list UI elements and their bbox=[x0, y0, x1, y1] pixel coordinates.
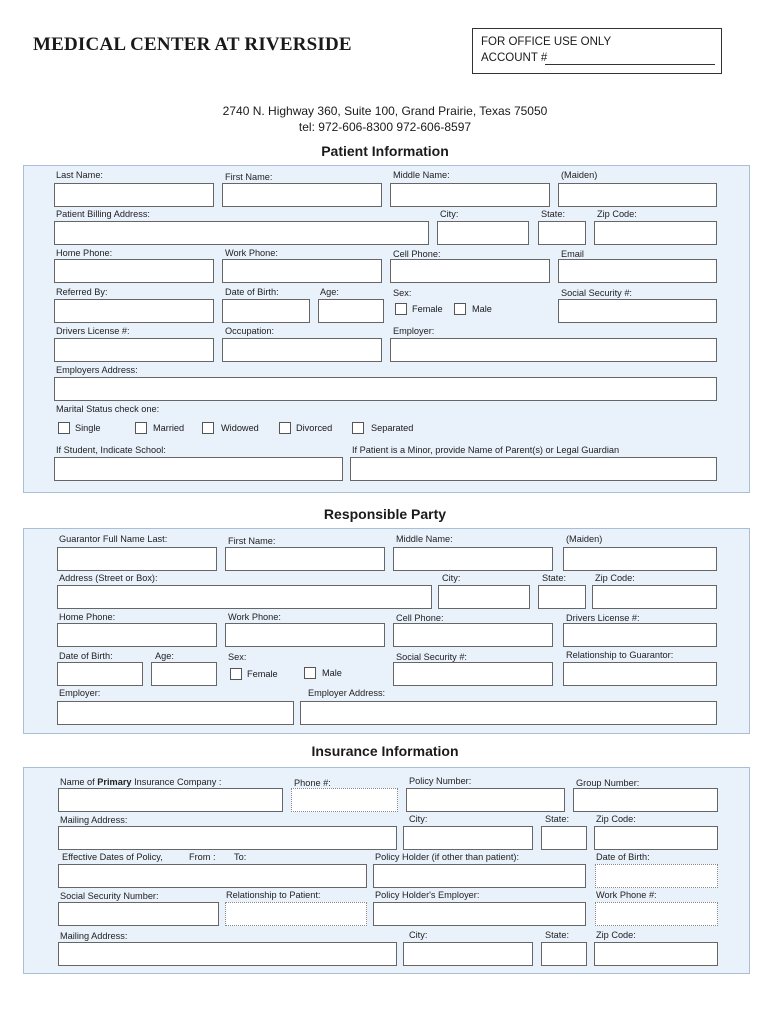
marital-divorced-label: Divorced bbox=[296, 423, 333, 433]
ins-relationship-label: Relationship to Patient: bbox=[226, 890, 321, 900]
ins-zip-field[interactable] bbox=[594, 826, 718, 850]
rp-ssn-field[interactable] bbox=[393, 662, 553, 686]
first-name-field[interactable] bbox=[222, 183, 382, 207]
maiden-label: (Maiden) bbox=[561, 170, 598, 180]
ins-mailing-address2-field[interactable] bbox=[58, 942, 397, 966]
employer-field[interactable] bbox=[390, 338, 717, 362]
rp-drivers-license-label: Drivers License #: bbox=[566, 613, 640, 623]
clinic-address: 2740 N. Highway 360, Suite 100, Grand Prairie, Texas 75050 bbox=[222, 104, 548, 118]
rp-middle-name-field[interactable] bbox=[393, 547, 553, 571]
insurance-section-title: Insurance Information bbox=[311, 743, 459, 759]
name-of-text: Name of bbox=[60, 777, 95, 787]
ins-state-field[interactable] bbox=[541, 826, 587, 850]
ins-phone-field[interactable] bbox=[291, 788, 398, 812]
middle-name-field[interactable] bbox=[390, 183, 550, 207]
rp-drivers-license-field[interactable] bbox=[563, 623, 717, 647]
sex-male-checkbox[interactable] bbox=[454, 303, 466, 315]
account-label: ACCOUNT # bbox=[481, 52, 548, 64]
policy-number-field[interactable] bbox=[406, 788, 565, 812]
effective-from-label: From : bbox=[189, 852, 216, 862]
rp-work-phone-label: Work Phone: bbox=[228, 612, 281, 622]
rp-dob-label: Date of Birth: bbox=[59, 651, 113, 661]
rp-age-label: Age: bbox=[155, 651, 174, 661]
marital-single-label: Single bbox=[75, 423, 101, 433]
rp-sex-female-label: Female bbox=[247, 669, 278, 679]
rp-employer-label: Employer: bbox=[59, 688, 101, 698]
ins-dob-label: Date of Birth: bbox=[596, 852, 650, 862]
holder-employer-label: Policy Holder's Employer: bbox=[375, 890, 480, 900]
guarantor-last-label: Guarantor Full Name Last: bbox=[59, 534, 168, 544]
rp-first-name-label: First Name: bbox=[228, 536, 276, 546]
sex-female-label: Female bbox=[412, 304, 443, 314]
rp-address-label: Address (Street or Box): bbox=[59, 573, 158, 583]
primary-insurance-label bbox=[60, 777, 221, 788]
responsible-section-title: Responsible Party bbox=[323, 506, 447, 522]
employers-address-field[interactable] bbox=[54, 377, 717, 401]
rp-relationship-label: Relationship to Guarantor: bbox=[566, 650, 674, 660]
ins-state-label: State: bbox=[545, 814, 570, 824]
guarantor-last-field[interactable] bbox=[57, 547, 217, 571]
rp-work-phone-field[interactable] bbox=[225, 623, 385, 647]
rp-age-field[interactable] bbox=[151, 662, 217, 686]
ins-city2-label: City: bbox=[409, 930, 428, 940]
marital-separated-checkbox[interactable] bbox=[352, 422, 364, 434]
marital-single-checkbox[interactable] bbox=[58, 422, 70, 434]
ssn-field[interactable] bbox=[558, 299, 717, 323]
group-number-label: Group Number: bbox=[576, 778, 640, 788]
rp-sex-female-checkbox[interactable] bbox=[230, 668, 242, 680]
employer-label: Employer: bbox=[393, 326, 435, 336]
rp-city-label: City: bbox=[442, 573, 461, 583]
city-field[interactable] bbox=[437, 221, 529, 245]
sex-label: Sex: bbox=[393, 288, 412, 298]
rp-city-field[interactable] bbox=[438, 585, 530, 609]
work-phone-field[interactable] bbox=[222, 259, 382, 283]
rp-zip-field[interactable] bbox=[592, 585, 717, 609]
student-school-field[interactable] bbox=[54, 457, 343, 481]
ssn-label: Social Security #: bbox=[561, 288, 632, 298]
ins-work-phone-field[interactable] bbox=[595, 902, 718, 926]
drivers-license-field[interactable] bbox=[54, 338, 214, 362]
billing-address-field[interactable] bbox=[54, 221, 429, 245]
rp-middle-name-label: Middle Name: bbox=[396, 534, 453, 544]
ins-ssn-label: Social Security Number: bbox=[60, 891, 159, 901]
age-label: Age: bbox=[320, 287, 339, 297]
rp-zip-label: Zip Code: bbox=[595, 573, 635, 583]
policy-number-label: Policy Number: bbox=[409, 776, 472, 786]
ins-state2-field[interactable] bbox=[541, 942, 587, 966]
occupation-label: Occupation: bbox=[225, 326, 275, 336]
group-number-field[interactable] bbox=[573, 788, 718, 812]
rp-sex-male-label: Male bbox=[322, 668, 342, 678]
minor-guardian-field[interactable] bbox=[350, 457, 717, 481]
rp-sex-male-checkbox[interactable] bbox=[304, 667, 316, 679]
ins-mailing-address2-label: Mailing Address: bbox=[60, 931, 128, 941]
ins-dob-field[interactable] bbox=[595, 864, 718, 888]
rp-cell-phone-label: Cell Phone: bbox=[396, 613, 444, 623]
rp-ssn-label: Social Security #: bbox=[396, 652, 467, 662]
marital-widowed-label: Widowed bbox=[221, 423, 259, 433]
marital-married-checkbox[interactable] bbox=[135, 422, 147, 434]
referred-by-label: Referred By: bbox=[56, 287, 108, 297]
marital-widowed-checkbox[interactable] bbox=[202, 422, 214, 434]
last-name-field[interactable] bbox=[54, 183, 214, 207]
ins-ssn-field[interactable] bbox=[58, 902, 219, 926]
email-label: Email bbox=[561, 249, 584, 259]
rp-first-name-field[interactable] bbox=[225, 547, 385, 571]
rp-employer-address-field[interactable] bbox=[300, 701, 717, 725]
account-number-line[interactable] bbox=[545, 64, 715, 65]
rp-maiden-field[interactable] bbox=[563, 547, 717, 571]
billing-address-label: Patient Billing Address: bbox=[56, 209, 150, 219]
ins-city-label: City: bbox=[409, 814, 428, 824]
ins-work-phone-label: Work Phone #: bbox=[596, 890, 657, 900]
insurance-company-text: Insurance Company : bbox=[134, 777, 222, 787]
last-name-label: Last Name: bbox=[56, 170, 103, 180]
zip-label: Zip Code: bbox=[597, 209, 637, 219]
sex-female-checkbox[interactable] bbox=[395, 303, 407, 315]
ins-mailing-address-field[interactable] bbox=[58, 826, 397, 850]
rp-state-label: State: bbox=[542, 573, 567, 583]
cell-phone-label: Cell Phone: bbox=[393, 249, 441, 259]
zip-field[interactable] bbox=[594, 221, 717, 245]
marital-status-label: Marital Status check one: bbox=[56, 404, 160, 414]
student-school-label: If Student, Indicate School: bbox=[56, 445, 166, 455]
office-use-box bbox=[472, 28, 722, 74]
ins-zip2-label: Zip Code: bbox=[596, 930, 636, 940]
policy-holder-field[interactable] bbox=[373, 864, 586, 888]
sex-male-label: Male bbox=[472, 304, 492, 314]
middle-name-label: Middle Name: bbox=[393, 170, 450, 180]
marital-separated-label: Separated bbox=[371, 423, 414, 433]
employers-address-label: Employers Address: bbox=[56, 365, 138, 375]
office-use-label: FOR OFFICE USE ONLY bbox=[481, 36, 612, 48]
ins-state2-label: State: bbox=[545, 930, 570, 940]
rp-maiden-label: (Maiden) bbox=[566, 534, 603, 544]
rp-relationship-field[interactable] bbox=[563, 662, 717, 686]
form-title: MEDICAL CENTER AT RIVERSIDE bbox=[33, 34, 352, 55]
effective-dates-label: Effective Dates of Policy, bbox=[62, 852, 163, 862]
dob-field[interactable] bbox=[222, 299, 310, 323]
rp-home-phone-field[interactable] bbox=[57, 623, 217, 647]
email-field[interactable] bbox=[558, 259, 717, 283]
maiden-field[interactable] bbox=[558, 183, 717, 207]
ins-city2-field[interactable] bbox=[403, 942, 533, 966]
state-field[interactable] bbox=[538, 221, 586, 245]
primary-text: Primary bbox=[97, 777, 132, 787]
rp-sex-label: Sex: bbox=[228, 652, 247, 662]
primary-insurance-field[interactable] bbox=[58, 788, 283, 812]
policy-holder-label: Policy Holder (if other than patient): bbox=[375, 852, 520, 862]
rp-employer-address-label: Employer Address: bbox=[308, 688, 386, 698]
home-phone-label: Home Phone: bbox=[56, 248, 113, 258]
ins-city-field[interactable] bbox=[403, 826, 533, 850]
home-phone-field[interactable] bbox=[54, 259, 214, 283]
cell-phone-field[interactable] bbox=[390, 259, 550, 283]
marital-divorced-checkbox[interactable] bbox=[279, 422, 291, 434]
city-label: City: bbox=[440, 209, 459, 219]
marital-married-label: Married bbox=[153, 423, 185, 433]
minor-guardian-label: If Patient is a Minor, provide Name of Parent(s) or Legal Guardian bbox=[352, 445, 620, 455]
ins-zip-label: Zip Code: bbox=[596, 814, 636, 824]
age-field[interactable] bbox=[318, 299, 384, 323]
rp-home-phone-label: Home Phone: bbox=[59, 612, 116, 622]
drivers-license-label: Drivers License #: bbox=[56, 326, 130, 336]
patient-section-title: Patient Information bbox=[321, 143, 449, 159]
dob-label: Date of Birth: bbox=[225, 287, 279, 297]
ins-phone-label: Phone #: bbox=[294, 778, 331, 788]
first-name-label: First Name: bbox=[225, 172, 273, 182]
clinic-phones: tel: 972-606-8300 972-606-8597 bbox=[298, 120, 472, 134]
referred-by-field[interactable] bbox=[54, 299, 214, 323]
work-phone-label: Work Phone: bbox=[225, 248, 278, 258]
ins-relationship-field[interactable] bbox=[225, 902, 367, 926]
effective-to-label: To: bbox=[234, 852, 247, 862]
holder-employer-field[interactable] bbox=[373, 902, 586, 926]
rp-employer-field[interactable] bbox=[57, 701, 294, 725]
rp-cell-phone-field[interactable] bbox=[393, 623, 553, 647]
occupation-field[interactable] bbox=[222, 338, 382, 362]
state-label: State: bbox=[541, 209, 566, 219]
rp-address-field[interactable] bbox=[57, 585, 432, 609]
ins-zip2-field[interactable] bbox=[594, 942, 718, 966]
effective-dates-field[interactable] bbox=[58, 864, 367, 888]
rp-state-field[interactable] bbox=[538, 585, 586, 609]
rp-dob-field[interactable] bbox=[57, 662, 143, 686]
ins-mailing-address-label: Mailing Address: bbox=[60, 815, 128, 825]
